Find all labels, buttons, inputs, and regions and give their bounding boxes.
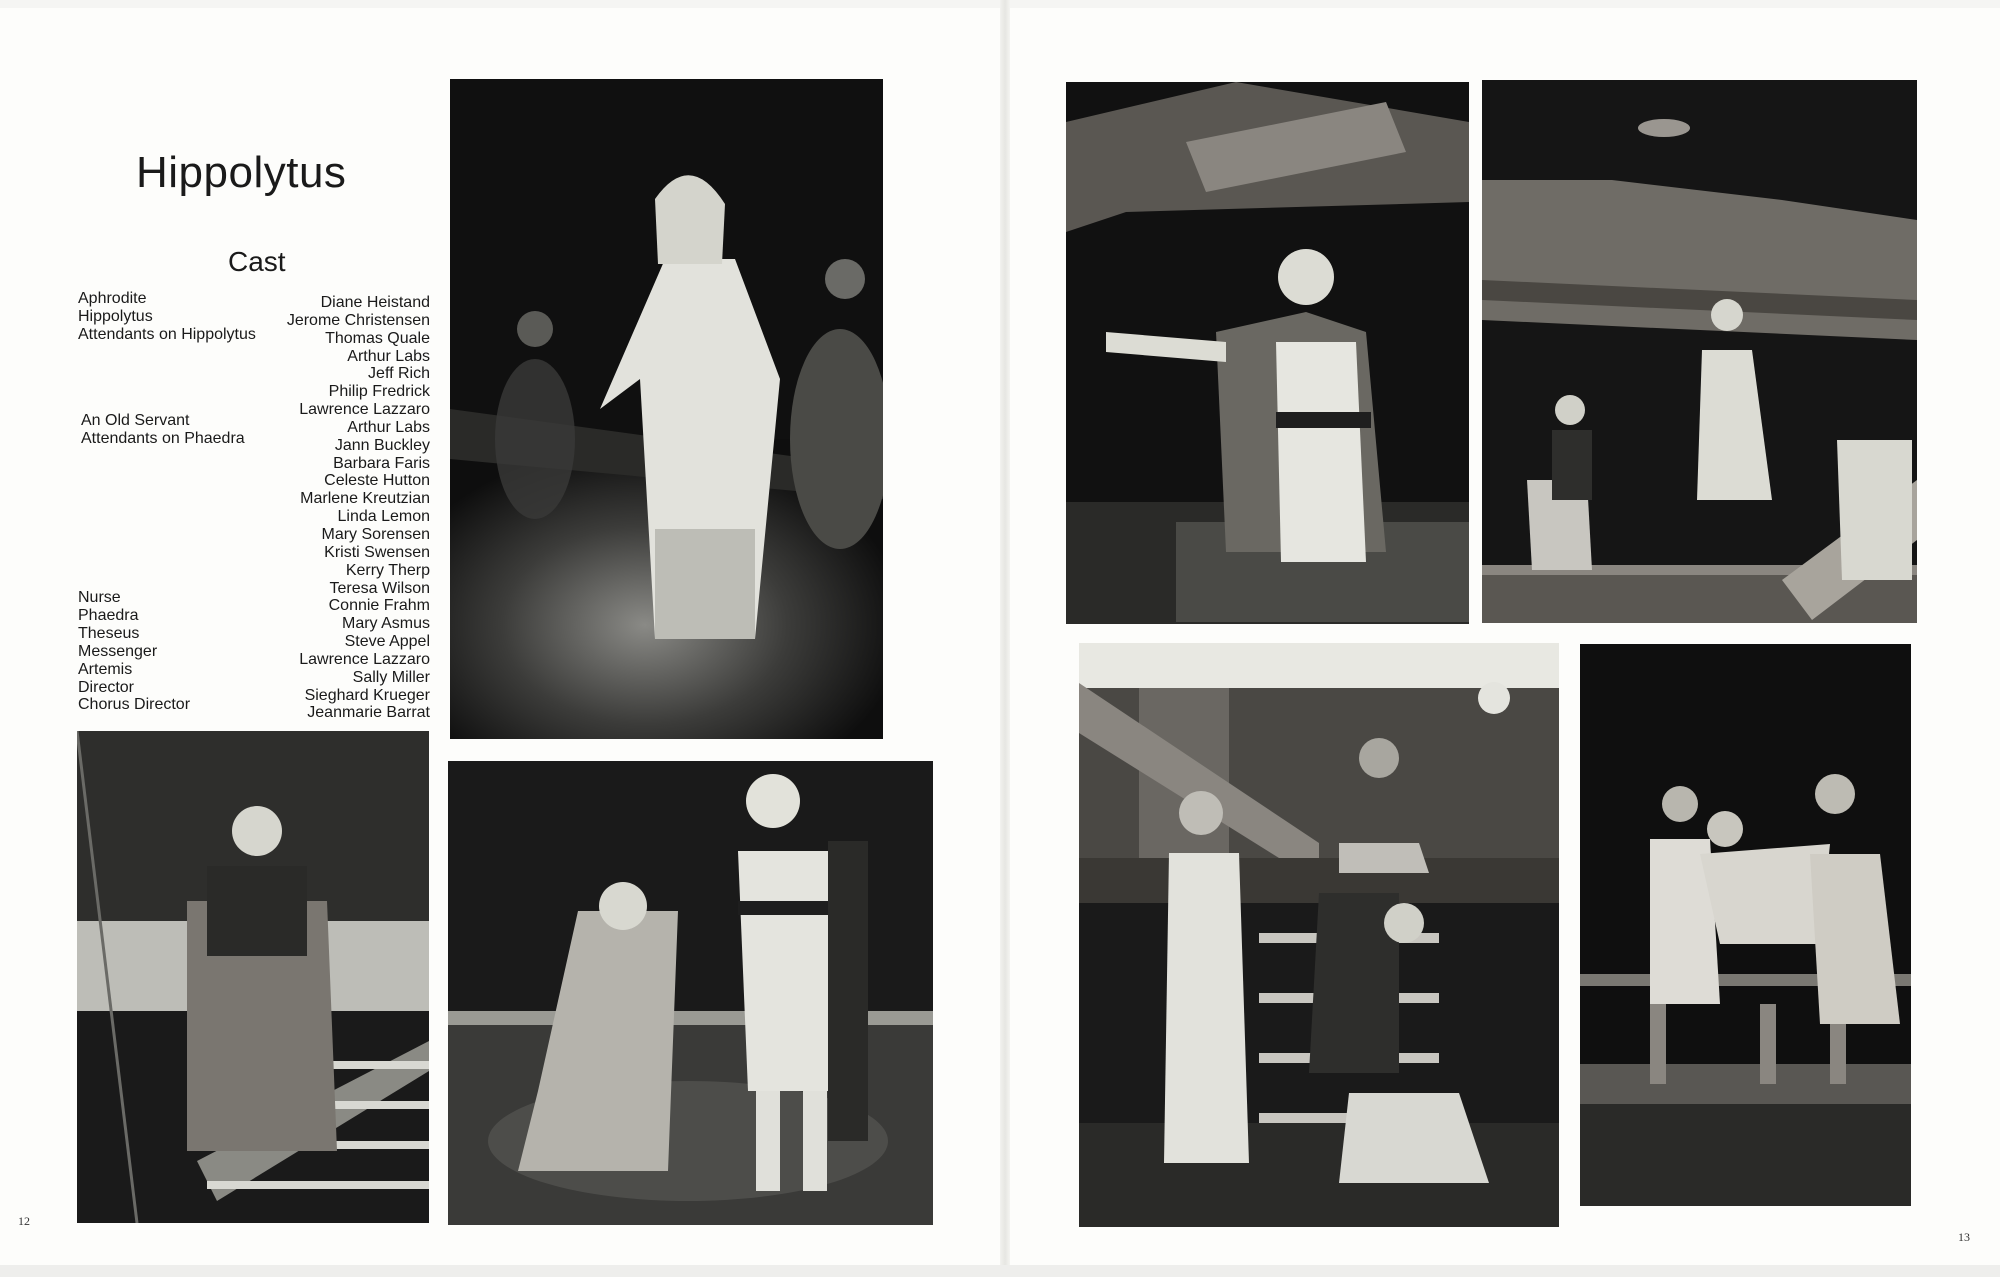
actor-name: Celeste Hutton — [324, 472, 430, 490]
role-name: Phaedra — [78, 606, 139, 624]
photo-woman-in-robe-spotlight — [450, 79, 883, 739]
photo-stage-with-platform — [1482, 80, 1917, 623]
page-gutter — [1000, 0, 1010, 1277]
role-name: Director — [78, 678, 135, 696]
role-name: Hippolytus — [78, 307, 153, 325]
actor-name: Mary Asmus — [341, 615, 430, 633]
roles-group-1 — [78, 290, 256, 344]
photo-woman-on-stairs — [77, 731, 429, 1223]
actor-name: Jerome Christensen — [286, 311, 430, 329]
actor-name: Lawrence Lazzaro — [299, 401, 430, 419]
actor-name: Philip Fredrick — [328, 383, 430, 401]
actor-name: Kristi Swensen — [324, 543, 430, 561]
page-edge-bottom — [0, 1265, 2000, 1277]
actor-name: Linda Lemon — [337, 508, 430, 526]
actor-name: Jeff Rich — [368, 365, 430, 383]
actor-name: Thomas Quale — [325, 329, 430, 347]
role-name: Attendants on Phaedra — [81, 429, 245, 447]
role-name: Messenger — [78, 642, 158, 660]
actor-name: Teresa Wilson — [329, 579, 430, 597]
actor-name: Marlene Kreutzian — [300, 490, 430, 508]
role-name: Theseus — [78, 624, 140, 642]
actor-name: Jeanmarie Barrat — [307, 704, 430, 722]
page-number-left: 12 — [18, 1214, 30, 1228]
cast-heading: Cast — [228, 246, 286, 277]
roles-group-3 — [78, 589, 190, 714]
role-name: Nurse — [78, 589, 121, 606]
actor-name: Diane Heistand — [320, 294, 430, 311]
photo-man-in-cloak-gesturing — [1066, 82, 1469, 624]
actor-name: Kerry Therp — [345, 561, 430, 579]
photo-kneeling-woman-and-warrior — [448, 761, 933, 1225]
role-name: An Old Servant — [81, 412, 190, 429]
role-name: Artemis — [78, 660, 133, 678]
actor-name: Arthur Labs — [347, 418, 430, 436]
actor-list — [287, 294, 430, 722]
photo-women-on-stairs-set — [1079, 643, 1559, 1227]
photo-men-carrying-figure — [1580, 644, 1911, 1206]
page-title: Hippolytus — [136, 148, 347, 197]
roles-group-2 — [81, 412, 245, 448]
role-name: Aphrodite — [78, 290, 147, 307]
role-name: Attendants on Hippolytus — [78, 325, 256, 343]
actor-name: Connie Frahm — [328, 597, 430, 615]
actor-name: Sieghard Krueger — [304, 686, 430, 704]
page-number-right: 13 — [1958, 1230, 1970, 1244]
actor-name: Arthur Labs — [347, 347, 430, 365]
actor-name: Sally Miller — [352, 668, 430, 686]
actor-name: Mary Sorensen — [321, 525, 430, 543]
actor-name: Barbara Faris — [333, 454, 430, 472]
actor-name: Steve Appel — [344, 633, 430, 651]
actor-name: Jann Buckley — [334, 436, 430, 454]
actor-name: Lawrence Lazzaro — [299, 650, 430, 668]
role-name: Chorus Director — [78, 696, 191, 714]
